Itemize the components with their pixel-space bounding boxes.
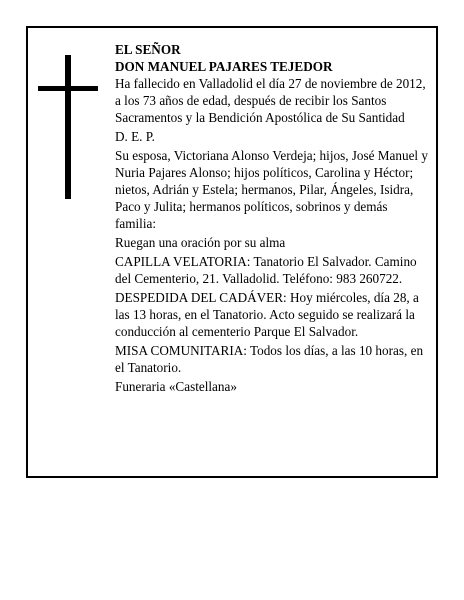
deceased-name: DON MANUEL PAJARES TEJEDOR <box>115 59 333 74</box>
notice-title-line-1: EL SEÑOR <box>115 42 181 57</box>
rest-in-peace: D. E. P. <box>115 129 155 144</box>
funeral-home: Funeraria «Castellana» <box>115 379 237 394</box>
prayer-request: Ruegan una oración por su alma <box>115 235 286 250</box>
cross-horizontal-bar <box>38 86 98 91</box>
community-mass: MISA COMUNITARIA: Todos los días, a las 10 horas, en el Tanatorio. <box>115 343 424 375</box>
cross-icon <box>38 55 98 199</box>
family-members: Su esposa, Victoriana Alonso Verdeja; hijos, José Manuel y Nuria Pajares Alonso; hijos políticos, Carolina y Héctor; nietos, Adrián y Estela; hermanos, Pilar, Ángeles, Isidra, Paco y Julita; hermanos políticos, sobrinos y demás familia: <box>115 148 428 231</box>
death-announcement: Ha fallecido en Valladolid el día 27 de noviembre de 2012, a los 73 años de edad, después de recibir los Santos Sacramentos y la Bendición Apostólica de Su Santidad <box>115 76 426 125</box>
funeral-chapel: CAPILLA VELATORIA: Tanatorio El Salvador. Camino del Cementerio, 21. Valladolid. Teléfono: 983 260722. <box>115 254 417 286</box>
notice-text <box>115 41 430 397</box>
obituary-notice <box>26 26 438 478</box>
funeral-farewell: DESPEDIDA DEL CADÁVER: Hoy miércoles, día 28, a las 13 horas, en el Tanatorio. Acto seguido se realizará la conducción al cementerio Parque El Salvador. <box>115 290 419 339</box>
cross-vertical-bar <box>65 55 71 199</box>
